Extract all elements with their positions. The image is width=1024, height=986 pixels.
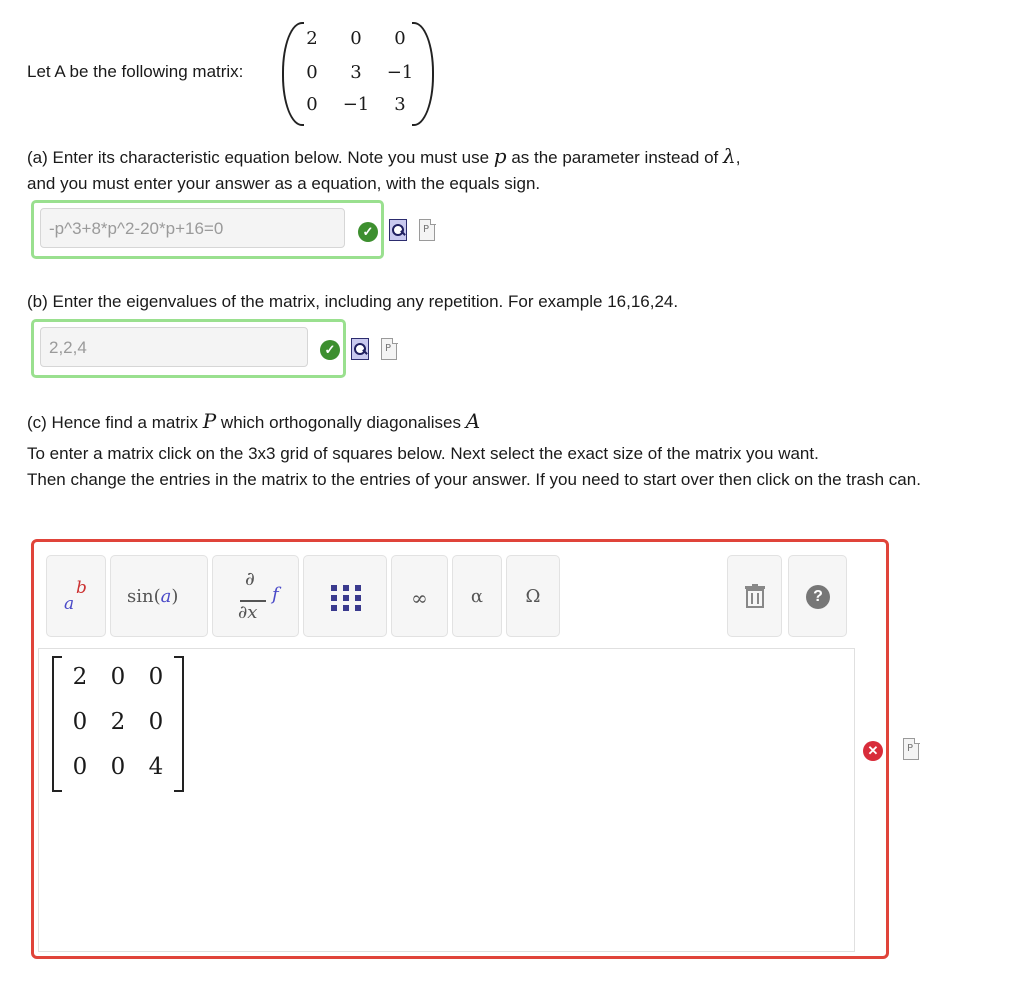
matrix-p-cell[interactable]: 0 xyxy=(148,709,164,735)
trig-arg: a xyxy=(160,586,172,607)
matrix-p-cell[interactable]: 0 xyxy=(148,664,164,690)
var-lambda: λ xyxy=(723,144,736,168)
matrix-a-cell: 0 xyxy=(394,28,406,49)
trash-icon xyxy=(744,584,766,608)
trig-label: sin(a) xyxy=(127,586,179,607)
alpha-icon: α xyxy=(470,586,484,607)
part-b-answer-input[interactable]: 2,2,4 xyxy=(40,327,308,367)
part-c-text-1: (c) Hence find a matrix xyxy=(27,413,203,432)
trig-name: sin xyxy=(127,586,154,607)
part-a-correct-icon: ✓ xyxy=(358,222,378,242)
grid-icon xyxy=(329,583,363,613)
part-c-document-icon[interactable] xyxy=(903,738,919,760)
part-a-document-icon[interactable] xyxy=(419,219,435,241)
infinity-icon: ∞ xyxy=(411,586,428,610)
power-button[interactable] xyxy=(46,555,106,637)
help-icon: ? xyxy=(806,585,830,609)
part-b-document-icon[interactable] xyxy=(381,338,397,360)
matrix-p-entry[interactable] xyxy=(52,656,184,792)
omega-icon: Ω xyxy=(525,586,541,607)
power-exponent: b xyxy=(76,578,87,598)
part-a-text-3: , xyxy=(735,148,741,167)
part-b-question: (b) Enter the eigenvalues of the matrix, including any repetition. For example 16,16,24. xyxy=(27,292,679,311)
matrix-a xyxy=(282,22,434,122)
matrix-a-cell: 2 xyxy=(306,28,318,49)
doc-letter: P xyxy=(907,743,914,754)
matrix-p-cell[interactable]: 2 xyxy=(110,709,126,735)
trig-function-button[interactable] xyxy=(110,555,208,637)
doc-letter: P xyxy=(385,343,392,354)
part-c-text-2: which orthogonally diagonalises xyxy=(216,413,466,432)
matrix-p-cell[interactable]: 0 xyxy=(72,709,88,735)
matrix-a-cell: 0 xyxy=(350,28,362,49)
var-p: p xyxy=(493,144,507,168)
part-b-correct-icon: ✓ xyxy=(320,340,340,360)
part-a-text-4: and you must enter your answer as a equation, with the equals sign. xyxy=(27,174,541,193)
part-c-incorrect-icon: ✕ xyxy=(863,741,883,761)
part-a-preview-icon[interactable] xyxy=(389,219,407,241)
part-c-instruction-1: To enter a matrix click on the 3x3 grid of squares below. Next select the exact size of the matrix you want. xyxy=(27,444,819,463)
matrix-a-cell: 3 xyxy=(394,94,406,115)
greek-alpha-button[interactable] xyxy=(452,555,502,637)
part-c-question xyxy=(27,408,480,436)
matrix-a-cell: 3 xyxy=(350,62,362,83)
matrix-a-cell: −1 xyxy=(342,94,370,115)
matrix-p-cell[interactable]: 0 xyxy=(110,664,126,690)
part-a-answer-input[interactable]: -p^3+8*p^2-20*p+16=0 xyxy=(40,208,345,248)
matrix-a-cell: −1 xyxy=(386,62,414,83)
matrix-a-cell: 0 xyxy=(306,94,318,115)
matrix-p-cell[interactable]: 0 xyxy=(110,754,126,780)
deriv-numerator: ∂ xyxy=(245,568,255,590)
part-c-instruction-2: Then change the entries in the matrix to the entries of your answer. If you need to start over then click on the trash can. xyxy=(27,470,921,489)
part-c-instructions xyxy=(27,441,921,493)
matrix-p-cell[interactable]: 4 xyxy=(148,754,164,780)
deriv-denominator: ∂x xyxy=(238,602,258,623)
power-base: a xyxy=(64,594,75,614)
deriv-function: f xyxy=(272,584,279,605)
matrix-a-cell: 0 xyxy=(306,62,318,83)
symbol-omega-button[interactable] xyxy=(506,555,560,637)
part-a-text-2: as the parameter instead of xyxy=(506,148,723,167)
part-a-question xyxy=(27,143,740,197)
matrix-grid-button[interactable] xyxy=(303,555,387,637)
trash-button[interactable] xyxy=(727,555,782,637)
part-a-text-1: (a) Enter its characteristic equation below. Note you must use xyxy=(27,148,494,167)
doc-letter: P xyxy=(423,224,430,235)
infinity-button[interactable] xyxy=(391,555,448,637)
help-button[interactable] xyxy=(788,555,847,637)
var-A: A xyxy=(465,409,481,433)
var-P: P xyxy=(202,409,217,433)
matrix-intro-text: Let A be the following matrix: xyxy=(27,62,244,81)
derivative-button[interactable] xyxy=(212,555,299,637)
matrix-p-cell[interactable]: 0 xyxy=(72,754,88,780)
part-b-preview-icon[interactable] xyxy=(351,338,369,360)
part-b-answer-box xyxy=(31,319,346,378)
matrix-p-cell[interactable]: 2 xyxy=(72,664,88,690)
part-a-answer-box xyxy=(31,200,384,259)
